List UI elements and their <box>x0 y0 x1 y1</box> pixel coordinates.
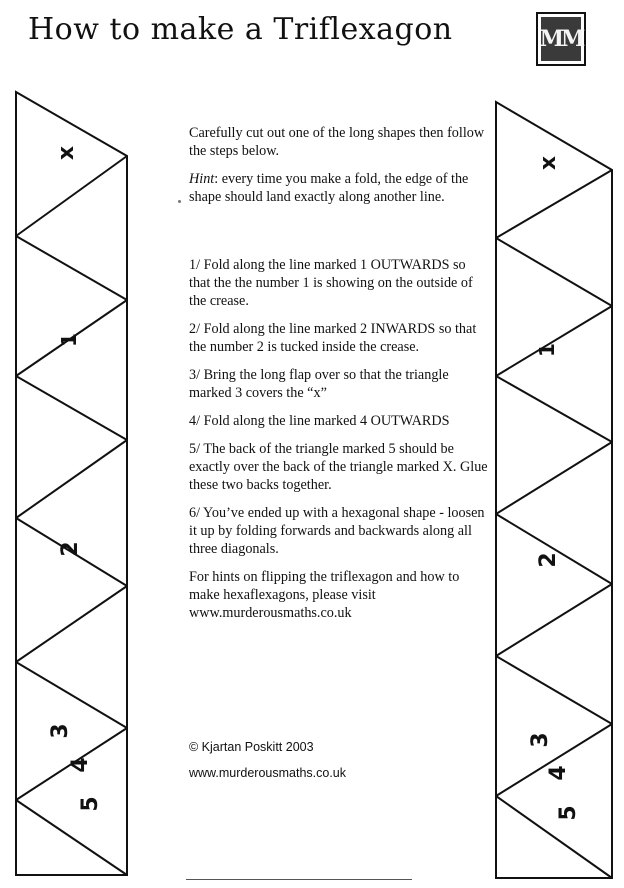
hint-paragraph <box>189 170 489 206</box>
instructions <box>189 124 489 632</box>
left-label-5: 5 <box>78 796 103 812</box>
left-label-1: 1 <box>57 333 81 347</box>
right-label-x: x <box>536 155 561 171</box>
right-strip-outline <box>496 102 612 878</box>
right-label-1: 1 <box>535 343 559 357</box>
step-5: 5/ The back of the triangle marked 5 should be exactly over the back of the triangle marked X. Glue these two backs together. <box>189 441 488 493</box>
copyright-text: © Kjartan Poskitt 2003 <box>189 740 314 754</box>
stray-dot <box>178 200 181 203</box>
left-label-4: 4 <box>68 757 93 773</box>
right-label-5: 5 <box>556 805 581 821</box>
hint-text: : every time you make a fold, the edge of the shape should land exactly along another line. <box>189 171 469 205</box>
left-label-3: 3 <box>48 723 73 739</box>
right-label-2: 2 <box>536 552 561 568</box>
visit-text: For hints on flipping the triflexagon and how to make hexaflexagons, please visit www.murderousmaths.co.uk <box>189 569 460 621</box>
left-label-x: x <box>54 145 79 161</box>
step-2: 2/ Fold along the line marked 2 INWARDS so that the number 2 is tucked inside the crease. <box>189 321 477 355</box>
step-1: 1/ Fold along the line marked 1 OUTWARDS so that the the number 1 is showing on the outside of the crease. <box>189 257 473 309</box>
logo-text: MM <box>539 26 583 52</box>
website-url: www.murderousmaths.co.uk <box>189 766 347 780</box>
step-4: 4/ Fold along the line marked 4 OUTWARDS <box>189 413 450 429</box>
intro-text: Carefully cut out one of the long shapes then follow the steps below. <box>189 125 485 159</box>
right-label-4: 4 <box>546 765 571 781</box>
hint-label: Hint <box>189 171 215 187</box>
right-label-3: 3 <box>528 732 553 748</box>
left-label-2: 2 <box>58 541 83 557</box>
bottom-rule <box>186 879 412 880</box>
credits <box>189 738 489 790</box>
page-title: How to make a Triflexagon <box>28 12 453 47</box>
spacer <box>189 216 489 256</box>
step-3: 3/ Bring the long flap over so that the triangle marked 3 covers the “x” <box>189 367 449 401</box>
step-6: 6/ You’ve ended up with a hexagonal shape - loosen it up by folding forwards and backwards along all three diagonals. <box>189 505 485 557</box>
